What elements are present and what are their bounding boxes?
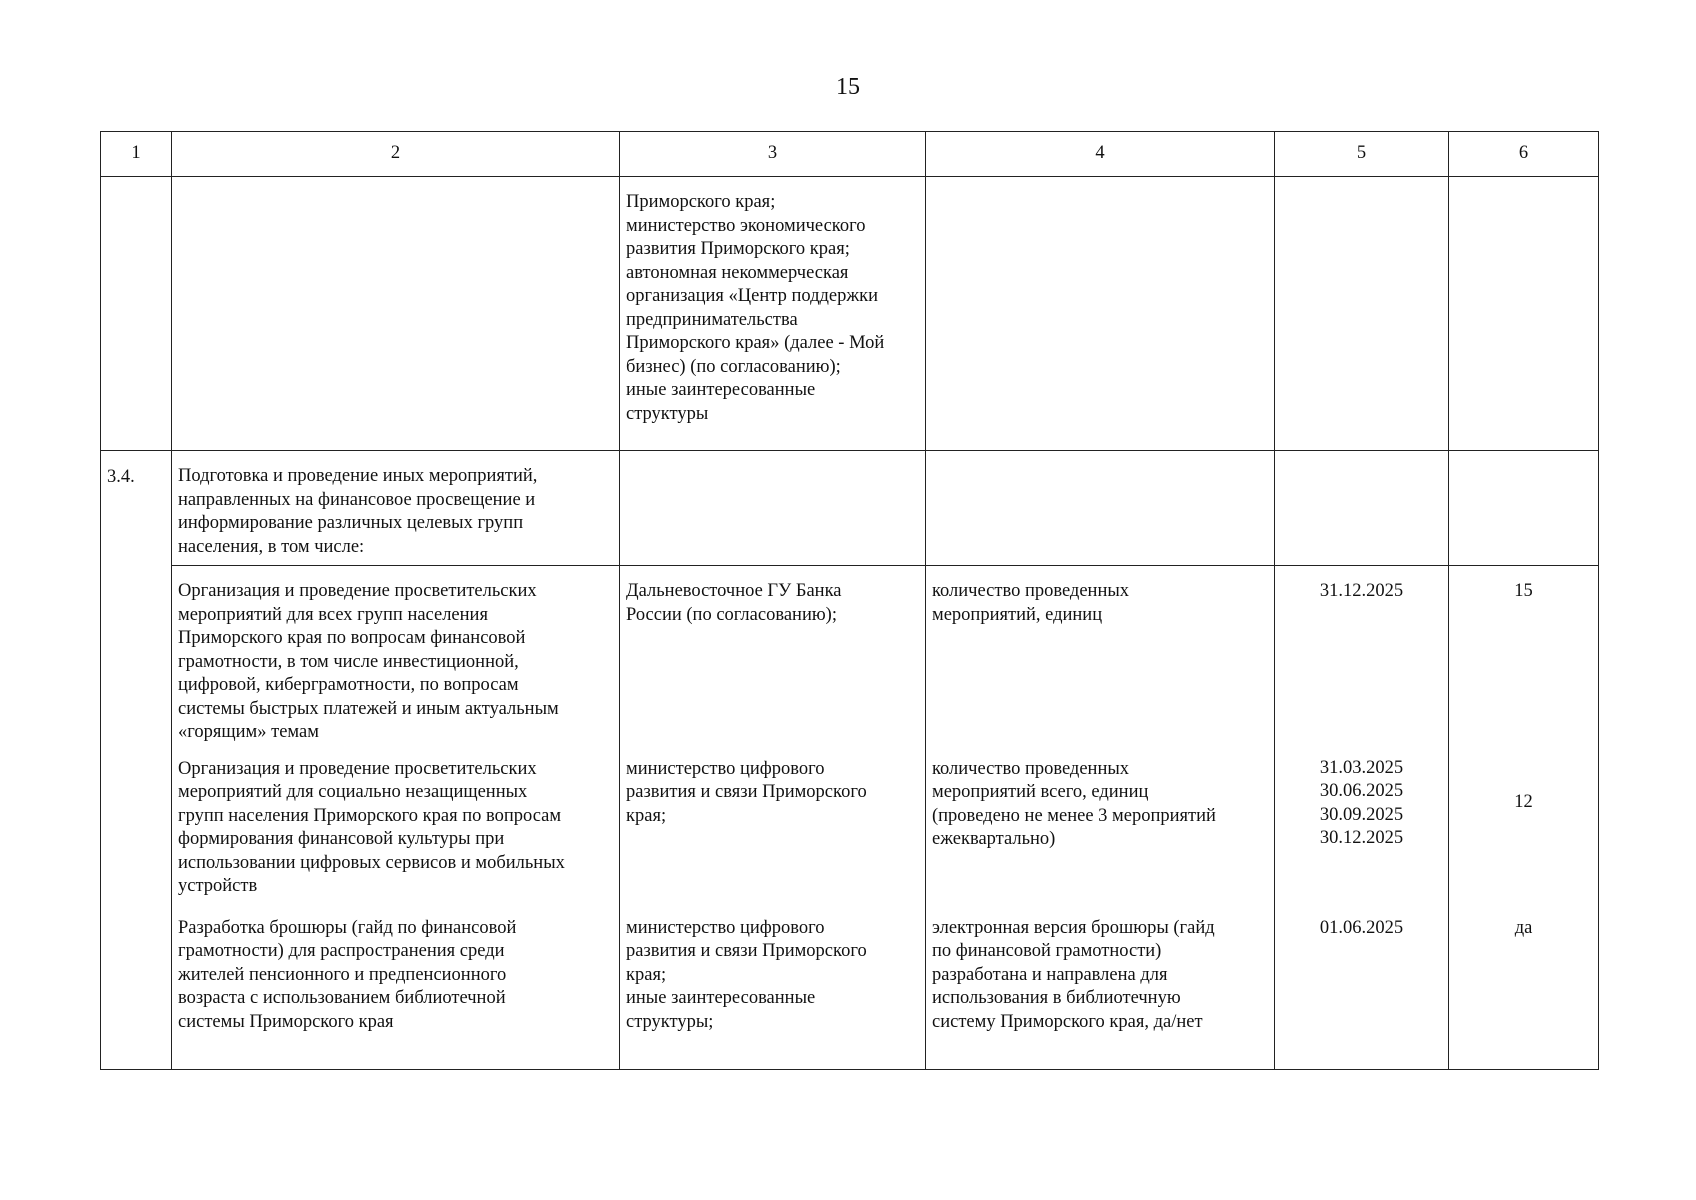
continuation-row xyxy=(101,177,1599,451)
section-col-6 xyxy=(1449,451,1599,566)
deadline-text: 01.06.2025 xyxy=(1275,915,1449,1070)
continuation-col-6 xyxy=(1449,177,1599,451)
activity-text: Организация и проведение просветительских мероприятий для всех групп населения Приморского края по вопросам финансовой грамотности, в том числе инвестиционной, цифровой, киберграмотности, по вопросам системы быстрых платежей и иным актуальным «горящим» темам xyxy=(172,566,620,754)
header-col-1: 1 xyxy=(101,132,172,177)
section-col-4 xyxy=(926,451,1275,566)
table-row xyxy=(101,754,1599,915)
activity-text: Разработка брошюры (гайд по финансовой грамотности) для распространения среди жителей пенсионного и предпенсионного возраста с использованием библиотечной системы Приморского края xyxy=(172,915,620,1070)
indicator-text: электронная версия брошюры (гайд по финансовой грамотности) разработана и направлена для использования в библиотечную систему Приморского края, да/нет xyxy=(926,915,1275,1070)
header-col-3: 3 xyxy=(620,132,926,177)
deadline-text: 31.03.2025 30.06.2025 30.09.2025 30.12.2025 xyxy=(1275,754,1449,915)
header-col-2: 2 xyxy=(172,132,620,177)
page-number: 15 xyxy=(836,74,860,100)
section-number: 3.4. xyxy=(101,451,172,1070)
header-col-6: 6 xyxy=(1449,132,1599,177)
target-value: да xyxy=(1449,915,1599,1070)
continuation-col-5 xyxy=(1275,177,1449,451)
header-col-5: 5 xyxy=(1275,132,1449,177)
section-row xyxy=(101,451,1599,566)
indicator-text: количество проведенных мероприятий, единиц xyxy=(926,566,1275,754)
table-row xyxy=(101,566,1599,754)
section-col-5 xyxy=(1275,451,1449,566)
indicator-text: количество проведенных мероприятий всего, единиц (проведено не менее 3 мероприятий ежеквартально) xyxy=(926,754,1275,915)
table-header-row xyxy=(101,132,1599,177)
target-value: 12 xyxy=(1449,754,1599,915)
continuation-responsible: Приморского края; министерство экономического развития Приморского края; автономная некоммерческая организация «Центр поддержки предпринимательства Приморского края» (далее - Мой бизнес) (по согласованию); иные заинтересованные структуры xyxy=(620,177,926,451)
continuation-col-2 xyxy=(172,177,620,451)
continuation-col-1 xyxy=(101,177,172,451)
responsible-text: министерство цифрового развития и связи Приморского края; иные заинтересованные структуры; xyxy=(620,915,926,1070)
responsible-text: министерство цифрового развития и связи Приморского края; xyxy=(620,754,926,915)
activity-text: Организация и проведение просветительских мероприятий для социально незащищенных групп населения Приморского края по вопросам формирования финансовой культуры при использовании цифровых сервисов и мобильных устройств xyxy=(172,754,620,915)
section-title: Подготовка и проведение иных мероприятий, направленных на финансовое просвещение и информирование различных целевых групп населения, в том числе: xyxy=(172,451,620,566)
responsible-text: Дальневосточное ГУ Банка России (по согласованию); xyxy=(620,566,926,754)
plan-table xyxy=(100,131,1599,1070)
target-value: 15 xyxy=(1449,566,1599,754)
section-col-3 xyxy=(620,451,926,566)
continuation-col-4 xyxy=(926,177,1275,451)
deadline-text: 31.12.2025 xyxy=(1275,566,1449,754)
table-row xyxy=(101,915,1599,1070)
header-col-4: 4 xyxy=(926,132,1275,177)
